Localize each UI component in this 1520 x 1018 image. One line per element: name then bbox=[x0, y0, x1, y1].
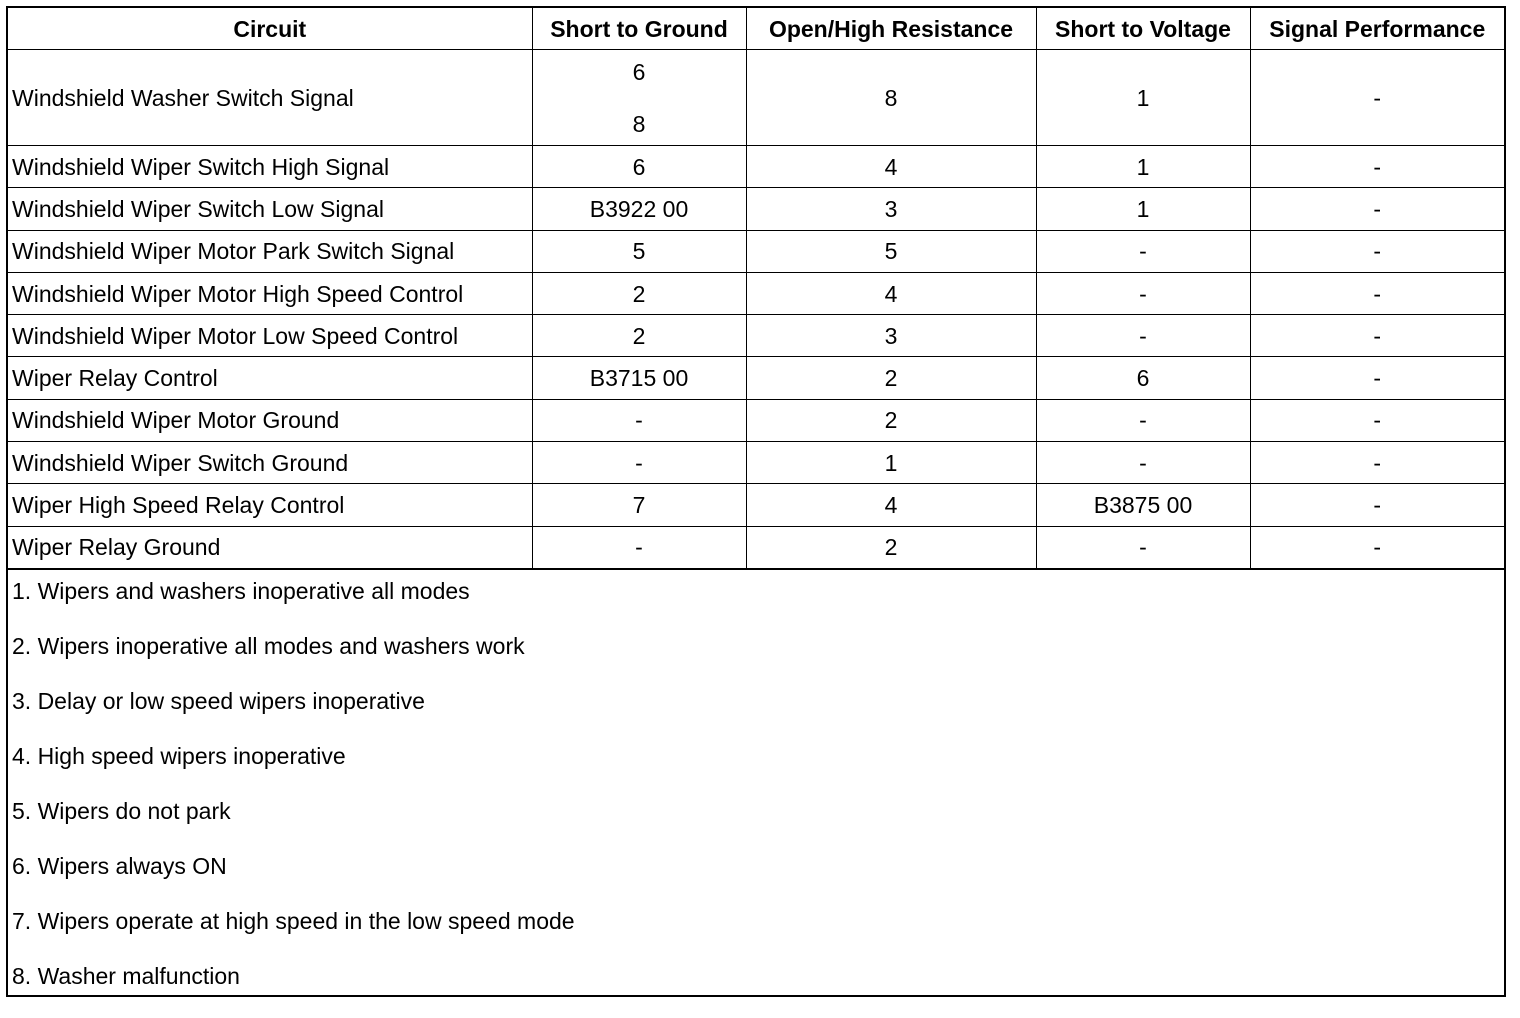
header-signal-performance: Signal Performance bbox=[1250, 8, 1504, 50]
short-to-voltage-cell: 6 bbox=[1036, 357, 1250, 399]
table-row bbox=[8, 146, 1504, 188]
short-to-ground-cell: - bbox=[532, 399, 746, 441]
table-row bbox=[8, 315, 1504, 357]
signal-performance-cell: - bbox=[1250, 399, 1504, 441]
signal-performance-cell: - bbox=[1250, 50, 1504, 146]
note-item: 6. Wipers always ON bbox=[12, 852, 227, 879]
short-to-ground-value-bottom: 8 bbox=[632, 110, 646, 137]
signal-performance-cell: - bbox=[1250, 188, 1504, 230]
short-to-ground-cell: 2 bbox=[532, 272, 746, 314]
circuit-cell: Wiper Relay Ground bbox=[8, 526, 532, 568]
short-to-voltage-cell: 1 bbox=[1036, 188, 1250, 230]
table-row bbox=[8, 230, 1504, 272]
open-high-resistance-cell: 2 bbox=[746, 526, 1036, 568]
table-row bbox=[8, 188, 1504, 230]
table-row bbox=[8, 442, 1504, 484]
circuit-fault-table bbox=[8, 8, 1504, 569]
signal-performance-cell: - bbox=[1250, 315, 1504, 357]
open-high-resistance-cell: 8 bbox=[746, 50, 1036, 146]
circuit-cell: Wiper High Speed Relay Control bbox=[8, 484, 532, 526]
short-to-ground-cell bbox=[532, 50, 746, 146]
circuit-cell: Windshield Wiper Switch Low Signal bbox=[8, 188, 532, 230]
short-to-voltage-cell: - bbox=[1036, 399, 1250, 441]
circuit-cell: Windshield Washer Switch Signal bbox=[8, 50, 532, 146]
header-short-to-ground: Short to Ground bbox=[532, 8, 746, 50]
short-to-ground-value-top: 6 bbox=[632, 58, 646, 85]
open-high-resistance-cell: 2 bbox=[746, 357, 1036, 399]
note-item: 3. Delay or low speed wipers inoperative bbox=[12, 687, 425, 714]
note-item: 2. Wipers inoperative all modes and washers work bbox=[12, 632, 525, 659]
open-high-resistance-cell: 3 bbox=[746, 315, 1036, 357]
open-high-resistance-cell: 4 bbox=[746, 146, 1036, 188]
signal-performance-cell: - bbox=[1250, 230, 1504, 272]
table-row bbox=[8, 526, 1504, 568]
table-row bbox=[8, 50, 1504, 146]
header-short-to-voltage: Short to Voltage bbox=[1036, 8, 1250, 50]
short-to-ground-cell: 2 bbox=[532, 315, 746, 357]
symptom-notes bbox=[8, 569, 1504, 1018]
short-to-ground-cell: - bbox=[532, 526, 746, 568]
open-high-resistance-cell: 4 bbox=[746, 484, 1036, 526]
note-item: 8. Washer malfunction bbox=[12, 962, 240, 989]
header-circuit: Circuit bbox=[8, 8, 532, 50]
table-row bbox=[8, 357, 1504, 399]
short-to-voltage-cell: - bbox=[1036, 442, 1250, 484]
open-high-resistance-cell: 1 bbox=[746, 442, 1036, 484]
circuit-cell: Windshield Wiper Motor High Speed Control bbox=[8, 272, 532, 314]
short-to-ground-cell: B3715 00 bbox=[532, 357, 746, 399]
circuit-cell: Windshield Wiper Motor Park Switch Signal bbox=[8, 230, 532, 272]
table-row bbox=[8, 484, 1504, 526]
table-row bbox=[8, 399, 1504, 441]
table-row bbox=[8, 272, 1504, 314]
short-to-voltage-cell: - bbox=[1036, 315, 1250, 357]
short-to-ground-cell: B3922 00 bbox=[532, 188, 746, 230]
signal-performance-cell: - bbox=[1250, 357, 1504, 399]
note-item: 7. Wipers operate at high speed in the low speed mode bbox=[12, 907, 575, 934]
signal-performance-cell: - bbox=[1250, 442, 1504, 484]
circuit-cell: Windshield Wiper Switch Ground bbox=[8, 442, 532, 484]
header-row bbox=[8, 8, 1504, 50]
open-high-resistance-cell: 5 bbox=[746, 230, 1036, 272]
signal-performance-cell: - bbox=[1250, 484, 1504, 526]
signal-performance-cell: - bbox=[1250, 272, 1504, 314]
note-item: 5. Wipers do not park bbox=[12, 797, 231, 824]
short-to-ground-cell: - bbox=[532, 442, 746, 484]
short-to-voltage-cell: - bbox=[1036, 272, 1250, 314]
short-to-voltage-cell: 1 bbox=[1036, 50, 1250, 146]
open-high-resistance-cell: 3 bbox=[746, 188, 1036, 230]
short-to-ground-cell: 5 bbox=[532, 230, 746, 272]
header-open-high-resistance: Open/High Resistance bbox=[746, 8, 1036, 50]
short-to-ground-cell: 7 bbox=[532, 484, 746, 526]
short-to-ground-cell: 6 bbox=[532, 146, 746, 188]
short-to-voltage-cell: 1 bbox=[1036, 146, 1250, 188]
circuit-cell: Wiper Relay Control bbox=[8, 357, 532, 399]
short-to-voltage-cell: B3875 00 bbox=[1036, 484, 1250, 526]
circuit-cell: Windshield Wiper Motor Low Speed Control bbox=[8, 315, 532, 357]
circuit-cell: Windshield Wiper Switch High Signal bbox=[8, 146, 532, 188]
open-high-resistance-cell: 4 bbox=[746, 272, 1036, 314]
short-to-voltage-cell: - bbox=[1036, 526, 1250, 568]
short-to-voltage-cell: - bbox=[1036, 230, 1250, 272]
open-high-resistance-cell: 2 bbox=[746, 399, 1036, 441]
signal-performance-cell: - bbox=[1250, 146, 1504, 188]
circuit-cell: Windshield Wiper Motor Ground bbox=[8, 399, 532, 441]
note-item: 4. High speed wipers inoperative bbox=[12, 742, 346, 769]
note-item: 1. Wipers and washers inoperative all modes bbox=[12, 577, 470, 604]
diagnostic-table-frame bbox=[6, 6, 1506, 997]
signal-performance-cell: - bbox=[1250, 526, 1504, 568]
